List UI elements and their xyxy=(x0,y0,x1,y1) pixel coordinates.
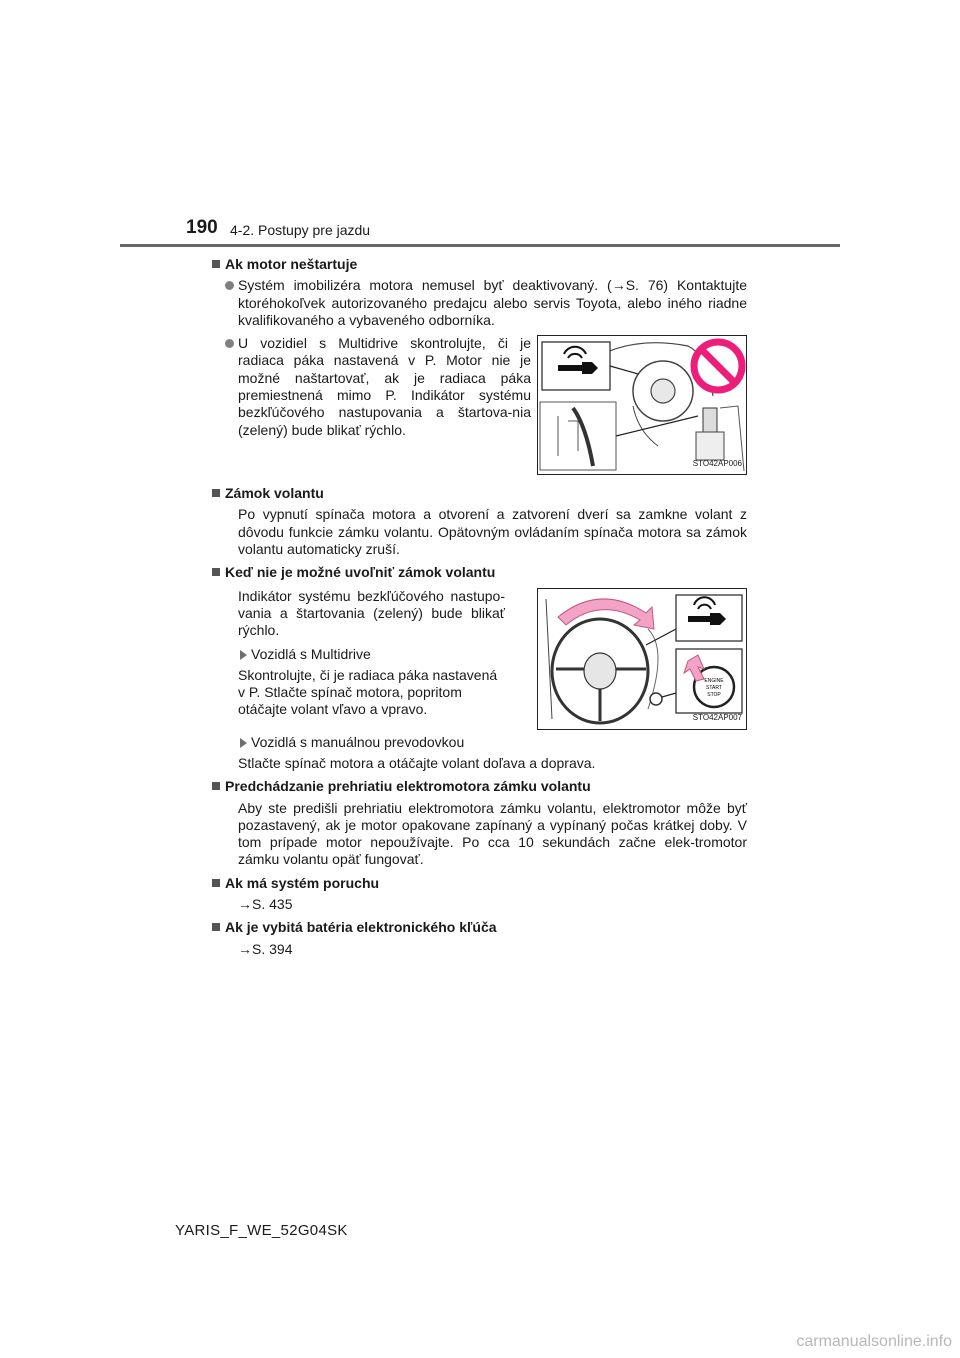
triangle-bullet-icon xyxy=(240,650,247,660)
round-bullet-icon xyxy=(225,281,234,290)
section-title: 4-2. Postupy pre jazdu xyxy=(230,222,371,238)
header-rule xyxy=(120,244,840,247)
manual-label: Vozidlá s manuálnou prevodovkou xyxy=(212,734,747,751)
figure-code: STO42AP007 xyxy=(692,713,742,723)
svg-text:ENGINE: ENGINE xyxy=(704,677,724,684)
lock-release-row xyxy=(212,588,747,730)
multidrive-row xyxy=(212,335,747,475)
square-bullet-icon xyxy=(212,879,220,887)
figure-code: STO42AP006 xyxy=(692,458,742,468)
square-bullet-icon xyxy=(212,923,220,931)
square-bullet-icon xyxy=(212,568,220,576)
svg-text:STOP: STOP xyxy=(707,691,721,698)
heading-key-battery: Ak je vybitá batéria elektronického kľúča xyxy=(212,919,747,936)
triangle-bullet-icon xyxy=(240,738,247,748)
heading-lock-release: Keď nie je možné uvoľniť zámok volantu xyxy=(212,564,747,581)
multidrive-text: Skontrolujte, či je radiaca páka nastavená v P. Stlačte spínač motora, popritom otáčajte volant vľavo a vpravo. xyxy=(238,666,498,718)
prohibition-icon xyxy=(694,342,742,390)
overheat-text: Aby ste predišli prehriatiu elektromotora zámku volantu, elektromotor môže byť pozastavený, ak je motor opakovane zapínaný a vypínaný počas krátkej doby. V tom prípade motor nepoužívajte. Po cca 10 sekundách začne elek-tromotor zámku volantu opäť fungovať. xyxy=(238,799,747,868)
heading-engine-not-starting: Ak motor neštartuje xyxy=(212,256,747,273)
malfunction-ref: →S. 435 xyxy=(238,896,293,913)
manual-text: Stlačte spínač motora a otáčajte volant doľava a doprava. xyxy=(238,754,596,771)
shift-lever-illustration xyxy=(538,336,746,474)
bullet-immobilizer: Systém imobilizéra motora nemusel byť deaktivovaný. (→S. 76) Kontaktujte ktoréhokoľvek autorizovaného predajcu alebo servis Toyota, alebo iného riadne kvalifikovaného a vybaveného odborníka. xyxy=(212,277,747,329)
square-bullet-icon xyxy=(212,260,220,268)
multidrive-label: Vozidlá s Multidrive xyxy=(212,646,505,663)
square-bullet-icon xyxy=(212,489,220,497)
steering-wheel-illustration xyxy=(538,589,746,729)
steering-lock-text: Po vypnutí spínača motora a otvorení a zatvorení dverí sa zamkne volant z dôvodu funkcie zámku volantu. Opätovným ovládaním spínača motora sa zámok volantu automaticky zruší. xyxy=(238,506,747,558)
svg-text:START: START xyxy=(706,684,722,691)
square-bullet-icon xyxy=(212,782,220,790)
figure-shift-lever xyxy=(537,335,747,475)
watermark: carmanualsonline.info xyxy=(796,1333,952,1350)
lock-release-text xyxy=(212,588,505,723)
rotate-arrow-icon xyxy=(558,599,654,629)
page-number: 190 xyxy=(186,217,218,238)
page-content xyxy=(212,256,747,962)
figure-steering-wheel xyxy=(537,588,747,730)
heading-malfunction: Ak má systém poruchu xyxy=(212,875,747,892)
key-battery-ref: →S. 394 xyxy=(238,940,293,957)
footer-code: YARIS_F_WE_52G04SK xyxy=(175,1222,348,1239)
bullet-multidrive-check: U vozidiel s Multidrive skontrolujte, či je radiaca páka nastavená v P. Motor nie je možné naštartovať, ak je radiaca páka premiestnená mimo P. Indikátor systému bezkľúčového nastupovania a štartova-nia (zelený) bude blikať rýchlo. xyxy=(212,335,531,439)
lock-release-intro: Indikátor systému bezkľúčového nastupo-vania a štartovania (zelený) bude blikať rýchlo. xyxy=(238,587,505,639)
round-bullet-icon xyxy=(225,339,234,348)
heading-steering-lock: Zámok volantu xyxy=(212,485,747,502)
heading-overheat: Predchádzanie prehriatiu elektromotora zámku volantu xyxy=(212,778,747,795)
